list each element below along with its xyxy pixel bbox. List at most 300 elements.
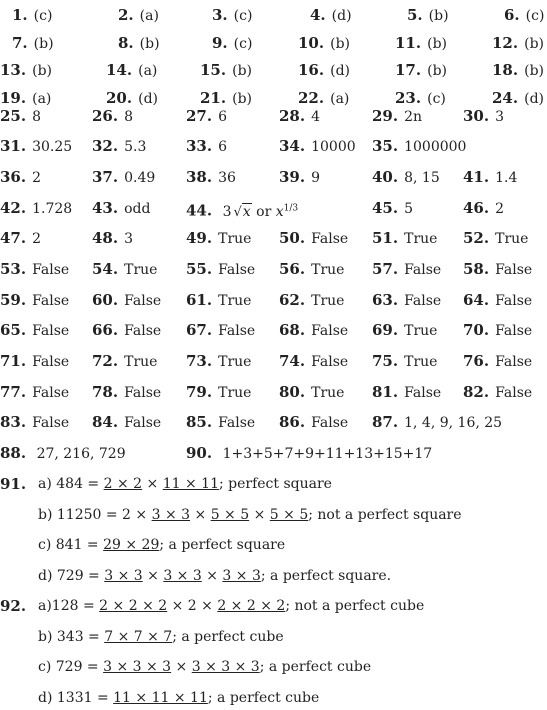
answer-value: (b) <box>428 8 449 24</box>
answer-value: 3 <box>124 231 134 247</box>
question-number: 84. <box>92 413 119 431</box>
answer-value: False <box>32 293 70 309</box>
answer-item <box>118 31 160 56</box>
factor-group: 5 × 5 <box>269 506 309 523</box>
question-number: 69. <box>372 321 399 339</box>
question-number-text: 91. <box>0 475 27 493</box>
answer-item <box>463 165 517 190</box>
answer-value: False <box>495 354 533 370</box>
question-number: 7. <box>12 34 28 52</box>
factor-group: 3 × 3 <box>104 567 143 584</box>
question-number: 47. <box>0 229 27 247</box>
question-number: 66. <box>92 321 119 339</box>
answer-value: (a) <box>139 8 159 24</box>
answer-item <box>200 58 252 83</box>
part-label: d) 1331 = <box>38 689 114 706</box>
answer-item <box>395 58 447 83</box>
factor-group: 3 × 3 <box>163 567 202 584</box>
answer-item <box>279 410 348 435</box>
solution-part <box>38 686 319 710</box>
answer-value: 1.4 <box>495 170 518 186</box>
part-label: c) 841 = <box>38 537 104 553</box>
question-number-text: 92. <box>0 597 27 615</box>
answer-item <box>92 134 146 159</box>
answer-value: 8 <box>32 109 42 125</box>
answer-item <box>372 410 502 435</box>
answer-row-88 <box>0 441 547 465</box>
question-number: 83. <box>0 413 27 431</box>
answer-value: (a) <box>330 91 350 107</box>
answer-item <box>0 58 52 83</box>
factor-group: 29 × 29 <box>103 537 160 553</box>
answer-item <box>279 318 348 343</box>
question-number: 77. <box>0 383 27 401</box>
answer-row <box>0 410 547 434</box>
answer-item <box>463 257 532 282</box>
answer-value: False <box>218 415 256 431</box>
answer-item <box>0 196 72 221</box>
answer-item <box>279 257 344 282</box>
question-number: 19. <box>0 89 27 107</box>
question-number: 55. <box>186 260 213 278</box>
answer-item <box>492 58 544 83</box>
answer-item <box>212 31 252 56</box>
text: × <box>201 567 223 584</box>
part-label: b) 343 = <box>38 628 105 645</box>
question-number: 74. <box>279 352 306 370</box>
factor-group: 3 × 3 <box>151 506 191 523</box>
question-number: 15. <box>200 61 227 79</box>
text: ; a perfect square. <box>260 567 392 584</box>
answer-value: False <box>124 415 162 431</box>
question-number: 60. <box>92 291 119 309</box>
question-number: 82. <box>463 383 490 401</box>
answer-item <box>0 257 69 282</box>
answer-value: 5 <box>404 201 414 217</box>
answer-value: False <box>311 354 349 370</box>
question-number: 30. <box>463 107 490 125</box>
answer-item <box>92 318 161 343</box>
answer-value: (c) <box>427 91 446 107</box>
question-number: 44. <box>186 201 213 220</box>
answer-item <box>92 165 155 190</box>
answer-item <box>279 165 320 190</box>
answer-row <box>0 257 547 281</box>
answer-value: False <box>124 385 162 401</box>
answer-item <box>372 226 437 251</box>
answer-item <box>92 196 150 221</box>
solution-part <box>38 655 371 679</box>
answer-value: 1+3+5+7+9+11+13+15+17 <box>222 446 433 462</box>
answer-value: False <box>404 385 442 401</box>
question-number: 67. <box>186 321 213 339</box>
question-number: 10. <box>298 34 325 52</box>
question-number: 22. <box>298 89 325 107</box>
answer-item <box>372 349 437 374</box>
answer-item <box>92 380 161 405</box>
answer-value: (d) <box>331 8 352 24</box>
answer-row <box>0 104 547 128</box>
question-number: 8. <box>118 34 134 52</box>
answer-value: False <box>495 293 533 309</box>
answer-value: False <box>32 262 70 278</box>
solution-part <box>38 472 332 496</box>
text: ; a perfect cube <box>172 628 284 645</box>
answer-value: True <box>404 323 438 339</box>
answer-item <box>463 349 532 374</box>
answer-value: (d) <box>138 91 158 107</box>
answer-value: False <box>32 415 70 431</box>
question-number: 4. <box>310 6 326 24</box>
question-number: 59. <box>0 291 27 309</box>
part-label: c) 729 = <box>38 659 104 675</box>
question-number: 90. <box>186 444 213 462</box>
answer-value: 1, 4, 9, 16, 25 <box>404 415 503 431</box>
answer-value: (a) <box>32 91 52 107</box>
answer-value: (b) <box>139 36 160 52</box>
answer-value: 10000 <box>311 139 356 155</box>
question-number: 43. <box>92 199 119 217</box>
answer-item <box>372 165 440 190</box>
answer-item <box>463 226 528 251</box>
solution-part <box>38 503 462 527</box>
answer-value: (b) <box>33 36 54 52</box>
answer-item <box>0 318 69 343</box>
question-number: 61. <box>186 291 213 309</box>
answer-item <box>92 104 133 129</box>
answer-item <box>463 318 532 343</box>
question-number: 29. <box>372 107 399 125</box>
solution-part <box>38 625 284 649</box>
question-number: 58. <box>463 260 490 278</box>
answer-value: 6 <box>218 139 228 155</box>
answer-item <box>463 104 504 129</box>
answer-item <box>279 349 348 374</box>
factor-group: 3 × 3 <box>222 567 261 584</box>
answer-value: (c) <box>233 36 253 52</box>
factor-group: 5 × 5 <box>210 506 250 523</box>
question-number: 49. <box>186 229 213 247</box>
question-number: 41. <box>463 168 490 186</box>
question-number: 24. <box>492 89 519 107</box>
question-number: 6. <box>504 6 520 24</box>
question-number: 68. <box>279 321 306 339</box>
answer-value: (b) <box>232 91 252 107</box>
question-number: 21. <box>200 89 227 107</box>
answer-value: 4 <box>311 109 321 125</box>
answer-row <box>0 380 547 404</box>
answer-item <box>0 165 41 190</box>
answer-item <box>186 349 251 374</box>
answer-value: False <box>404 262 442 278</box>
question-number: 45. <box>372 199 399 217</box>
answer-item <box>279 380 344 405</box>
question-number: 32. <box>92 137 119 155</box>
answer-item <box>0 226 41 251</box>
answer-item <box>372 104 422 129</box>
answer-item <box>186 134 227 159</box>
answer-item <box>395 31 447 56</box>
answer-item <box>0 410 69 435</box>
answer-value: False <box>32 354 70 370</box>
answer-item <box>106 58 157 83</box>
question-number: 73. <box>186 352 213 370</box>
answer-value: 2 <box>32 170 42 186</box>
question-number: 37. <box>92 168 119 186</box>
answer-value: 3 <box>495 109 505 125</box>
answer-item <box>186 410 255 435</box>
question-number: 52. <box>463 229 490 247</box>
question-number <box>0 594 26 619</box>
answer-item <box>372 196 413 221</box>
answer-row <box>0 165 547 189</box>
answer-item <box>212 3 252 28</box>
factor-group: 3 × 3 × 3 <box>191 659 260 675</box>
question-number: 1. <box>12 6 28 24</box>
answer-value: True <box>404 231 438 247</box>
answer-item <box>118 3 159 28</box>
answer-item <box>186 257 255 282</box>
question-number: 14. <box>106 61 133 79</box>
solution-part <box>38 564 391 588</box>
text: ; a perfect square <box>159 537 286 553</box>
answer-value: False <box>32 323 70 339</box>
answer-value: 8, 15 <box>404 170 440 186</box>
answer-value: (b) <box>524 63 544 79</box>
answer-row <box>0 288 547 312</box>
factor-group: 3 × 3 × 3 <box>103 659 172 675</box>
answer-item <box>12 3 52 28</box>
question-number: 25. <box>0 107 27 125</box>
question-number: 81. <box>372 383 399 401</box>
answer-item <box>279 288 344 313</box>
answer-item <box>186 104 227 129</box>
answer-item <box>463 288 532 313</box>
answer-row <box>0 3 547 27</box>
question-number: 33. <box>186 137 213 155</box>
factor-group: 2 × 2 × 2 <box>217 598 286 614</box>
answer-item <box>186 318 255 343</box>
answer-value: (c) <box>233 8 253 24</box>
question-number: 31. <box>0 137 27 155</box>
answer-row <box>0 318 547 342</box>
question-number: 26. <box>92 107 119 125</box>
answer-item <box>0 288 69 313</box>
answer-value: True <box>404 354 438 370</box>
answer-item <box>0 380 69 405</box>
answer-item <box>12 31 54 56</box>
question-number: 79. <box>186 383 213 401</box>
question-number: 3. <box>212 6 228 24</box>
question-number: 57. <box>372 260 399 278</box>
answer-value: True <box>218 354 252 370</box>
answer-item <box>92 349 157 374</box>
answer-value: (c) <box>33 8 53 24</box>
answer-item <box>492 31 544 56</box>
answer-value: True <box>124 262 158 278</box>
question-number <box>0 472 26 497</box>
question-number: 12. <box>492 34 519 52</box>
question-number: 54. <box>92 260 119 278</box>
text: × <box>249 506 270 523</box>
part-label: a) 484 = <box>38 476 104 492</box>
question-number: 36. <box>0 168 27 186</box>
text: ; a perfect cube <box>207 689 320 706</box>
answer-44 <box>186 196 298 225</box>
answer-value: 1.728 <box>32 201 73 217</box>
answer-item <box>463 196 504 221</box>
answer-value: True <box>495 231 529 247</box>
answer-value: True <box>124 354 158 370</box>
answer-item <box>186 165 236 190</box>
text: × <box>142 567 164 584</box>
part-label: b) 11250 = 2 × <box>38 506 152 523</box>
answer-value: 8 <box>124 109 134 125</box>
question-number: 18. <box>492 61 519 79</box>
text: ; not a perfect square <box>308 506 462 523</box>
question-number: 70. <box>463 321 490 339</box>
answer-value: 30.25 <box>32 139 73 155</box>
question-number: 50. <box>279 229 306 247</box>
question-number: 9. <box>212 34 228 52</box>
question-number: 85. <box>186 413 213 431</box>
answer-value: 1000000 <box>404 139 467 155</box>
answer-value: 0.49 <box>124 170 156 186</box>
answer-value: (b) <box>232 63 252 79</box>
question-number: 38. <box>186 168 213 186</box>
question-number: 23. <box>395 89 422 107</box>
answer-item <box>372 318 437 343</box>
factor-group: 2 × 2 <box>103 476 143 492</box>
text: × <box>171 659 192 675</box>
answer-value: True <box>311 385 345 401</box>
factor-group: 7 × 7 × 7 <box>104 628 173 645</box>
answer-value: False <box>218 262 256 278</box>
answer-item <box>504 3 544 28</box>
answer-value: (b) <box>427 63 447 79</box>
question-number: 11. <box>395 34 422 52</box>
answer-value: (d) <box>330 63 350 79</box>
text: ; a perfect cube <box>259 659 372 675</box>
text: ; perfect square <box>218 476 332 492</box>
question-number: 64. <box>463 291 490 309</box>
answer-value: (b) <box>524 36 544 52</box>
answer-value: 9 <box>311 170 321 186</box>
answer-value: (b) <box>330 36 350 52</box>
answer-value: False <box>495 323 533 339</box>
answer-item <box>92 226 133 251</box>
answer-item <box>92 288 161 313</box>
question-number: 56. <box>279 260 306 278</box>
answer-item <box>372 134 466 159</box>
answer-value: False <box>218 323 256 339</box>
answer-value: False <box>124 293 162 309</box>
answer-value: 2n <box>404 109 423 125</box>
question-number: 42. <box>0 199 27 217</box>
factor-group: 11 × 11 <box>162 476 219 492</box>
question-number: 16. <box>298 61 325 79</box>
answer-value: 27, 216, 729 <box>36 446 126 462</box>
text: × <box>190 506 211 523</box>
answer-value: (b) <box>32 63 52 79</box>
answer-row <box>0 58 547 82</box>
answer-row <box>0 226 547 250</box>
answer-value: 2 <box>32 231 42 247</box>
question-number: 65. <box>0 321 27 339</box>
question-number: 40. <box>372 168 399 186</box>
answer-item <box>279 226 348 251</box>
question-number: 86. <box>279 413 306 431</box>
answer-item <box>463 380 532 405</box>
answer-item <box>186 226 251 251</box>
answer-value: True <box>218 231 252 247</box>
text: × 2 × <box>167 598 218 614</box>
answer-value: 5.3 <box>124 139 147 155</box>
answer-item <box>92 257 157 282</box>
question-number: 80. <box>279 383 306 401</box>
answer-value: False <box>32 385 70 401</box>
answer-item <box>298 58 350 83</box>
answer-value: True <box>311 293 345 309</box>
factor-group: 2 × 2 × 2 <box>99 598 168 614</box>
solution-part <box>38 594 424 618</box>
answer-value: False <box>495 262 533 278</box>
text: ; not a perfect cube <box>285 598 425 614</box>
answer-value: False <box>311 323 349 339</box>
answer-item <box>92 410 161 435</box>
question-number: 78. <box>92 383 119 401</box>
question-number: 46. <box>463 199 490 217</box>
answer-item <box>372 257 441 282</box>
answer-value: (a) <box>138 63 158 79</box>
answer-row <box>0 134 547 158</box>
question-number: 48. <box>92 229 119 247</box>
question-number: 2. <box>118 6 134 24</box>
answer-item <box>372 288 441 313</box>
question-number: 20. <box>106 89 133 107</box>
answer-value: False <box>311 415 349 431</box>
answer-item <box>0 134 72 159</box>
answer-value: True <box>311 262 345 278</box>
answer-value: False <box>495 385 533 401</box>
question-number: 28. <box>279 107 306 125</box>
question-number: 62. <box>279 291 306 309</box>
answer-value: 3 √x or $x^{1/3}$ <box>222 203 299 220</box>
question-number: 34. <box>279 137 306 155</box>
question-number: 53. <box>0 260 27 278</box>
part-label: a)128 = <box>38 598 100 614</box>
answer-item <box>310 3 352 28</box>
question-number: 27. <box>186 107 213 125</box>
text: × <box>142 476 163 492</box>
part-label: d) 729 = <box>38 567 105 584</box>
answer-item <box>0 104 41 129</box>
answer-value: False <box>311 231 349 247</box>
answer-item <box>407 3 449 28</box>
answer-value: 36 <box>218 170 236 186</box>
answer-item <box>298 31 350 56</box>
answer-value: (c) <box>525 8 545 24</box>
answer-item <box>279 104 320 129</box>
question-number: 35. <box>372 137 399 155</box>
question-number: 51. <box>372 229 399 247</box>
solution-part <box>38 533 285 557</box>
answer-value: odd <box>124 201 151 217</box>
question-number: 17. <box>395 61 422 79</box>
question-number: 87. <box>372 413 399 431</box>
question-number: 88. <box>0 444 27 462</box>
question-number: 71. <box>0 352 27 370</box>
